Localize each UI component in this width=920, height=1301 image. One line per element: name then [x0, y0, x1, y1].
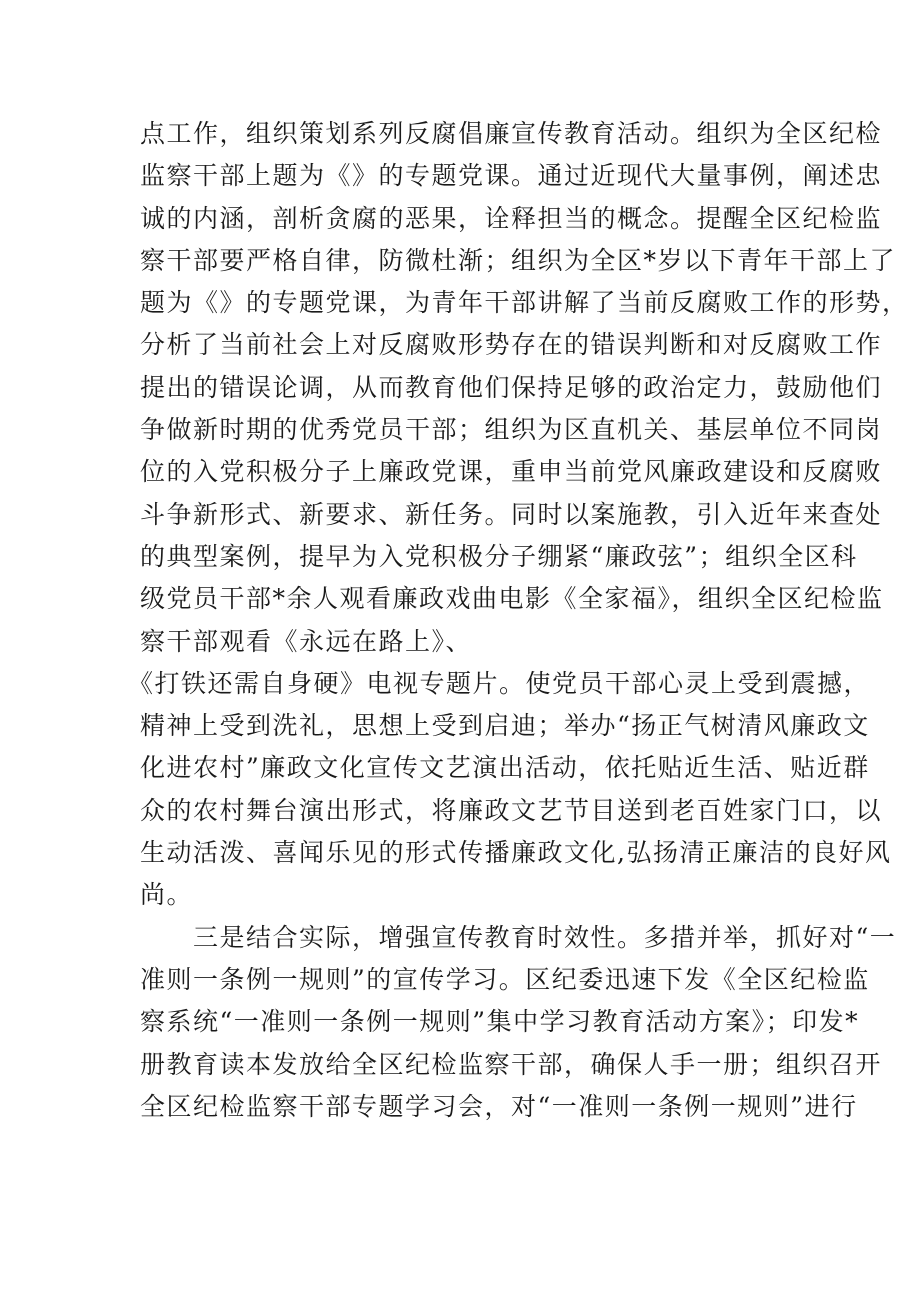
text-line: 诚的内涵，剖析贪腐的恶果，诠释担当的概念。提醒全区纪检监	[140, 203, 883, 233]
text-line: 级党员干部*余人观看廉政戏曲电影《全家福》，组织全区纪检监	[140, 584, 884, 614]
text-line: 的典型案例，提早为入党积极分子绷紧“廉政弦”；组织全区科	[140, 541, 858, 571]
text-line: 全区纪检监察干部专题学习会，对“一准则一条例一规则”进行	[140, 1091, 858, 1121]
text-line: 分析了当前社会上对反腐败形势存在的错误判断和对反腐败工作	[140, 330, 883, 360]
text-line: 尚。	[140, 880, 194, 910]
text-line: 化进农村”廉政文化宣传文艺演出活动，依托贴近生活、贴近群	[140, 753, 870, 783]
text-line: 位的入党积极分子上廉政党课，重申当前党风廉政建设和反腐败	[140, 457, 883, 487]
text-line: 点工作，组织策划系列反腐倡廉宣传教育活动。组织为全区纪检	[140, 119, 883, 148]
text-line: 争做新时期的优秀党员干部；组织为区直机关、基层单位不同岗	[140, 415, 883, 445]
text-line: 三是结合实际，增强宣传教育时效性。多措并举，抓好对“一	[140, 922, 897, 952]
text-line: 监察干部上题为《》的专题党课。通过近现代大量事例，阐述忠	[140, 161, 883, 191]
text-line: 提出的错误论调，从而教育他们保持足够的政治定力，鼓励他们	[140, 372, 883, 402]
text-line: 精神上受到洗礼，思想上受到启迪；举办“扬正气树清风廉政文	[140, 711, 870, 741]
text-line: 斗争新形式、新要求、新任务。同时以案施教，引入近年来查处	[140, 499, 883, 529]
text-line: 生动活泼、喜闻乐见的形式传播廉政文化,弘扬清正廉洁的良好风	[140, 838, 892, 868]
text-line: 题为《》的专题党课，为青年干部讲解了当前反腐败工作的形势，	[140, 288, 909, 318]
text-line: 察系统“一准则一条例一规则”集中学习教育活动方案》；印发*	[140, 1007, 860, 1037]
text-line: 察干部观看《永远在路上》、	[140, 626, 473, 656]
text-line: 察干部要严格自律，防微杜渐；组织为全区*岁以下青年干部上了	[140, 245, 897, 275]
text-line: 册教育读本发放给全区纪检监察干部，确保人手一册；组织召开	[140, 1049, 883, 1079]
body-text	[128, 113, 909, 1128]
text-line: 众的农村舞台演出形式，将廉政文艺节目送到老百姓家门口，以	[140, 795, 883, 825]
text-line: 《打铁还需自身硬》电视专题片。使党员干部心灵上受到震撼，	[128, 668, 871, 698]
text-line: 准则一条例一规则”的宣传学习。区纪委迅速下发《全区纪检监	[140, 964, 870, 994]
